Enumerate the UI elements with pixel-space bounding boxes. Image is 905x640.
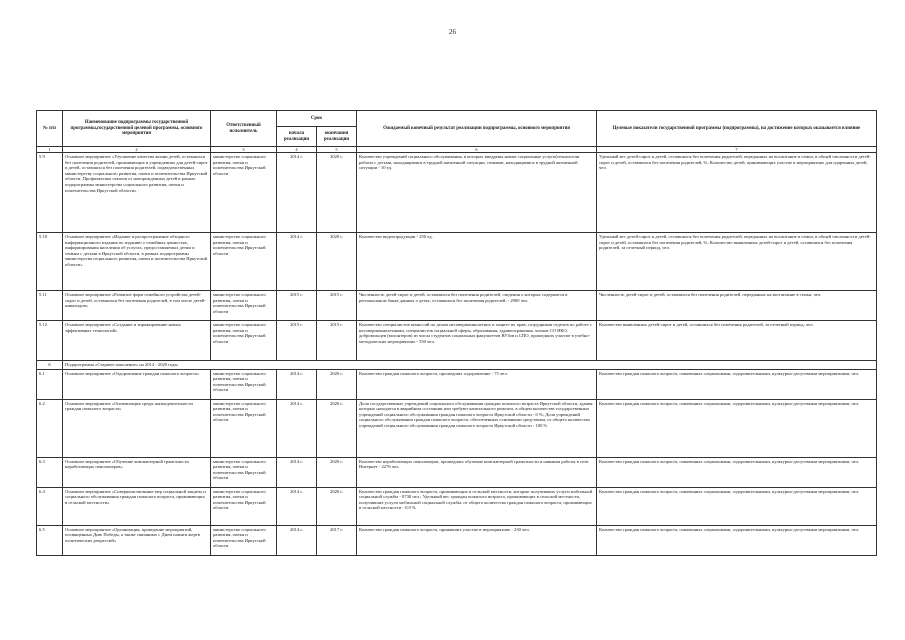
row-name: Основное мероприятие «Улучшение качества жизни детей, оставшихся без попечения родителей, проживающих в учреждениях для детей-сирот и детей, оставшихся без попечения родителей, подведомственных министерству социального развития, опеки и попечительства Иркутской области. Профилактика отказов от новорожденных детей в рамках подпрограммы министерства социального развития, опеки и попечительства Иркутской области» (63, 153, 211, 233)
table-row (37, 399, 877, 457)
row-name: Основное мероприятие «Обучение компьютерной грамотности неработающих пенсионеров» (63, 457, 211, 487)
row-name: Основное мероприятие «Организация, проведение мероприятий, посвященных Дню Победы, а также связанных с Днем памяти жертв политических репрессий» (63, 525, 211, 555)
table-row (37, 291, 877, 321)
row-targets: Количество граждан пожилого возраста, охваченных социальными, оздоровительными, культурно-досуговыми мероприятиями, чел. (597, 369, 877, 399)
subprogram-num: 6 (37, 361, 63, 370)
header-term: Срок (277, 111, 357, 127)
table-row (37, 153, 877, 233)
row-executor: министерство социального развития, опеки и попечительства Иркутской области (211, 233, 277, 291)
row-num: 6.4 (37, 487, 63, 525)
row-start: 2014 г. (277, 457, 317, 487)
row-start: 2014 г. (277, 399, 317, 457)
subprogram-title: Подпрограмма «Старшее поколение» на 2014 - 2020 годы (63, 361, 877, 370)
row-executor: министерство социального развития, опеки и попечительства Иркутской области (211, 291, 277, 321)
row-result: Доля государственных учреждений социального обслуживания граждан пожилого возраста Иркутской области, здания которых находятся в аварийном состоянии или требуют капитального ремонта, в общем количестве государственных учреждений социального обслуживания граждан пожилого возраста Иркутской области - 0 %; Доля учреждений социального обслуживания граждан пожилого возраста, обеспеченных основными средствами, от общего количества учреждений социального обслуживания граждан пожилого возраста Иркутской области - 100 % (357, 399, 597, 457)
row-num: 6.5 (37, 525, 63, 555)
row-end: 2020 г. (317, 399, 357, 457)
row-start: 2014 г. (277, 487, 317, 525)
row-num: 6.1 (37, 369, 63, 399)
header-name: Наименование подпрограммы государственной программы,государственной целевой программы, основного мероприятия (63, 111, 211, 147)
row-executor: министерство социального развития, опеки и попечительства Иркутской области (211, 369, 277, 399)
row-result: Численность детей-сирот и детей, оставшихся без попечения родителей, сведения о которых содержатся в региональном банке данных о детях, оставшихся без попечения родителей, - 2900 чел. (357, 291, 597, 321)
row-end: 2015 г. (317, 291, 357, 321)
row-targets: Количество граждан пожилого возраста, охваченных социальными, оздоровительными, культурно-досуговыми мероприятиями, чел. (597, 457, 877, 487)
row-executor: министерство социального развития, опеки и попечительства Иркутской области (211, 457, 277, 487)
table-row (37, 321, 877, 361)
row-end: 2017 г. (317, 525, 357, 555)
row-end: 2020 г. (317, 369, 357, 399)
row-executor: министерство социального развития, опеки и попечительства Иркутской области (211, 487, 277, 525)
row-name: Основное мероприятие «Развитие форм семейного устройства детей-сирот и детей, оставшихся без попечения родителей, в том числе детей-инвалидов» (63, 291, 211, 321)
row-executor: министерство социального развития, опеки и попечительства Иркутской области (211, 525, 277, 555)
row-end: 2015 г. (317, 321, 357, 361)
page-number: 26 (449, 28, 456, 36)
row-name: Основное мероприятие «Издание и распространение обзорного информационного издания по изданию о семейных ценностях, информирования населения об услугах, предоставляемых детям и семьям с детьми в Иркутской области, в рамках подпрограммы министерства социального развития, опеки и попечительства Иркутской области» (63, 233, 211, 291)
row-name: Основное мероприятие «Совершенствование мер социальной защиты и социального обслуживания граждан пожилого возраста, проживающих в сельской местности» (63, 487, 211, 525)
row-targets: Удельный вес детей-сирот и детей, оставшихся без попечения родителей, переданных на воспитание в семьи, в общей численности детей-сирот и детей, оставшихся без попечения родителей, %; Количество детей, принимающих участие в мероприятиях для одаренных детей, чел. (597, 153, 877, 233)
row-targets: Количество граждан пожилого возраста, охваченных социальными, оздоровительными, культурно-досуговыми мероприятиями, чел. (597, 399, 877, 457)
row-name: Основное мероприятие «Оздоровление граждан пожилого возраста» (63, 369, 211, 399)
row-num: 5.12 (37, 321, 63, 361)
table-row (37, 457, 877, 487)
row-result: Количество учреждений социального обслуживания, в которых внедрены новые социальные услуги(технологии работы с детьми, находящимися в трудной жизненной ситуации, семьями, находящимися в трудной жизненной ситуации - 10 ед. (357, 153, 597, 233)
row-end: 2020 г. (317, 457, 357, 487)
header-executor: Ответственный исполнитель (211, 111, 277, 147)
header-num: № п/п (37, 111, 63, 147)
row-num: 5.10 (37, 233, 63, 291)
row-executor: министерство социального развития, опеки и попечительства Иркутской области (211, 153, 277, 233)
table-row (37, 525, 877, 555)
column-number: 7 (597, 147, 877, 153)
header-start: начала реализации (277, 127, 317, 147)
column-number: 1 (37, 147, 63, 153)
header-end: окончания реализации (317, 127, 357, 147)
column-number: 4 (277, 147, 317, 153)
column-number: 2 (63, 147, 211, 153)
column-number: 6 (357, 147, 597, 153)
program-table (36, 110, 877, 556)
column-number: 3 (211, 147, 277, 153)
row-start: 2014 г. (277, 153, 317, 233)
row-result: Количество видеопродукции - 250 ед. (357, 233, 597, 291)
row-result: Количество граждан пожилого возраста, прошедших оздоровление - 75 чел. (357, 369, 597, 399)
row-targets: Количество граждан пожилого возраста, охваченных социальными, оздоровительными, культурно-досуговыми мероприятиями, чел. (597, 487, 877, 525)
header-targets: Целевые показатели государственной программы (подпрограммы), на достижение которых оказывается влияние (597, 111, 877, 147)
table-row (37, 369, 877, 399)
row-name: Основное мероприятие «Оптимизация среды жизнедеятельности граждан пожилого возраста» (63, 399, 211, 457)
row-end: 2020 г. (317, 153, 357, 233)
row-targets: Численность детей-сирот и детей, оставшихся без попечения родителей, переданных на воспитание в семьи, чел. (597, 291, 877, 321)
row-result: Количество специалистов комиссий по делам несовершеннолетних и защите их прав, сотрудников отделов по работе с несовершеннолетними, специалистов социальной сферы, образования, здравоохранения, членов СО НКО, добровольцев (волонтеров) из числа студентов социальных факультетов ВУЗов и СПО, прошедших участие в учебно-методических мероприятиях - 550 чел. (357, 321, 597, 361)
row-start: 2015 г. (277, 291, 317, 321)
row-num: 5.11 (37, 291, 63, 321)
table-row (37, 487, 877, 525)
row-executor: министерство социального развития, опеки и попечительства Иркутской области (211, 399, 277, 457)
row-end: 2020 г. (317, 233, 357, 291)
row-num: 6.3 (37, 457, 63, 487)
row-name: Основное мероприятие «Создание и тиражирование новых эффективных технологий» (63, 321, 211, 361)
row-start: 2014 г. (277, 525, 317, 555)
row-targets: Удельный вес детей-сирот и детей, оставшихся без попечения родителей, переданных на воспитание в семьи, в общей численности детей-сирот и детей, оставшихся без попечения родителей, %; Количество выявленных детей-сирот и детей, оставшихся без попечения родителей, за отчетный период, чел. (597, 233, 877, 291)
row-num: 5.9 (37, 153, 63, 233)
row-result: Количество граждан пожилого возраста, принявших участие в мероприятиях - 230 чел. (357, 525, 597, 555)
row-result: Количество неработающих пенсионеров, прошедших обучение компьютерной грамотности и навыкам работы в сети Интернет - 2276 чел. (357, 457, 597, 487)
row-start: 2015 г. (277, 321, 317, 361)
table-row (37, 233, 877, 291)
subprogram-row (37, 361, 877, 370)
row-targets: Количество выявленных детей-сирот и детей, оставшихся без попечения родителей, за отчетный период, чел. (597, 321, 877, 361)
row-num: 6.2 (37, 399, 63, 457)
row-targets: Количество граждан пожилого возраста, охваченных социальными, оздоровительными, культурно-досуговыми мероприятиями, чел. (597, 525, 877, 555)
column-number: 5 (317, 147, 357, 153)
row-end: 2020 г. (317, 487, 357, 525)
header-result: Ожидаемый конечный результат реализации подпрограммы, основного мероприятия (357, 111, 597, 147)
row-start: 2014 г. (277, 233, 317, 291)
row-executor: министерство социального развития, опеки и попечительства Иркутской области (211, 321, 277, 361)
row-start: 2014 г. (277, 369, 317, 399)
row-result: Количество граждан пожилого возраста, проживающих в сельской местности, которые получивших услуги мобильной социальной службы - 8730 чел.; Удельный вес граждан пожилого возраста, проживающих в сельской местности, получивших услуги мобильной социальной службы, от общего количества граждан пожилого возраста, проживающих в сельской местности - 0,9 % (357, 487, 597, 525)
